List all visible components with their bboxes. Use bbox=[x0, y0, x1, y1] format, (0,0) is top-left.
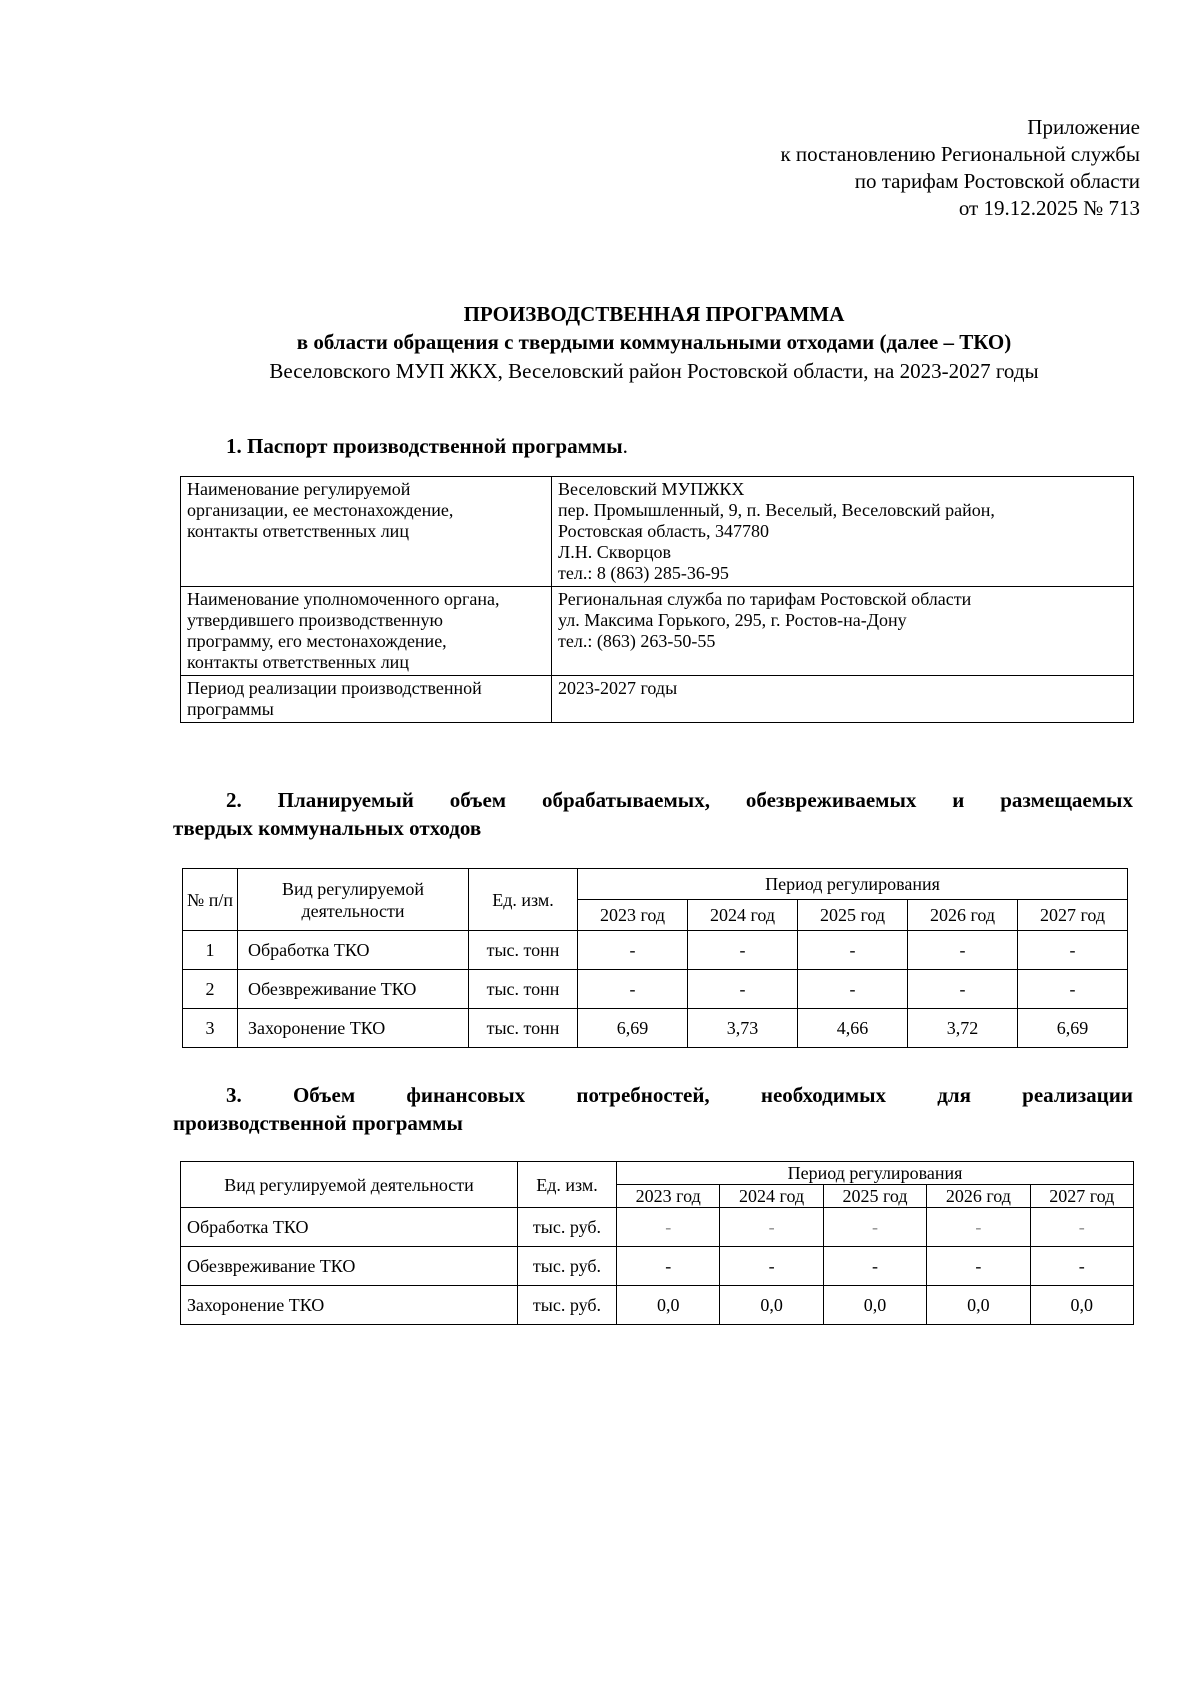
appendix-line: по тарифам Ростовской области bbox=[854, 169, 1140, 193]
cell-line: Региональная служба по тарифам Ростовской области bbox=[558, 589, 972, 609]
cell-value: - bbox=[1030, 1247, 1133, 1286]
heading-word: необходимых bbox=[760, 1083, 887, 1107]
col-header-year: 2025 год bbox=[798, 900, 908, 931]
heading-word: 3. bbox=[226, 1083, 242, 1107]
cell-line: контакты ответственных лиц bbox=[187, 652, 409, 672]
heading-word: финансовых bbox=[406, 1083, 526, 1107]
section-3-heading bbox=[173, 1081, 1133, 1137]
table-row bbox=[183, 970, 1128, 1009]
heading-word: и bbox=[952, 788, 965, 812]
heading-word: обрабатываемых, bbox=[541, 788, 710, 812]
table-row bbox=[183, 1009, 1128, 1048]
col-header-year: 2023 год bbox=[578, 900, 688, 931]
table-row bbox=[183, 931, 1128, 970]
section-1-heading-text: 1. Паспорт производственной программы bbox=[226, 434, 623, 458]
cell-line: 2023-2027 годы bbox=[558, 678, 678, 698]
col-header-year: 2026 год bbox=[927, 1185, 1030, 1208]
cell-line: контакты ответственных лиц bbox=[187, 521, 409, 541]
cell-value: 3,72 bbox=[908, 1009, 1018, 1048]
heading-word: для bbox=[937, 1083, 971, 1107]
cell-value: 0,0 bbox=[720, 1286, 823, 1325]
col-header-year: 2024 год bbox=[720, 1185, 823, 1208]
appendix-note bbox=[780, 114, 1140, 222]
heading-word: 2. bbox=[226, 788, 242, 812]
cell-line: Период реализации производственной bbox=[187, 678, 482, 698]
cell-num: 1 bbox=[183, 931, 238, 970]
cell-line: программы bbox=[187, 699, 274, 719]
cell-value: - bbox=[927, 1247, 1030, 1286]
passport-value-cell bbox=[552, 587, 1134, 676]
cell-value: - bbox=[578, 931, 688, 970]
cell-line: пер. Промышленный, 9, п. Веселый, Веселовский район, bbox=[558, 500, 995, 520]
cell-line: программу, его местонахождение, bbox=[187, 631, 447, 651]
appendix-line: от 19.12.2025 № 713 bbox=[958, 196, 1140, 220]
cell-num: 3 bbox=[183, 1009, 238, 1048]
cell-value: - bbox=[617, 1208, 720, 1247]
cell-value: - bbox=[798, 931, 908, 970]
cell-activity: Обезвреживание ТКО bbox=[238, 970, 469, 1009]
col-header-unit: Ед. изм. bbox=[469, 869, 578, 931]
title-line-2: в области обращения с твердыми коммунальными отходами (далее – ТКО) bbox=[296, 330, 1012, 354]
cell-activity: Обработка ТКО bbox=[181, 1208, 518, 1247]
cell-value: 4,66 bbox=[798, 1009, 908, 1048]
cell-num: 2 bbox=[183, 970, 238, 1009]
title-line-1: ПРОИЗВОДСТВЕННАЯ ПРОГРАММА bbox=[463, 302, 845, 326]
cell-value: - bbox=[720, 1247, 823, 1286]
col-header-year: 2023 год bbox=[617, 1185, 720, 1208]
table-row bbox=[181, 587, 1134, 676]
cell-unit: тыс. руб. bbox=[518, 1208, 617, 1247]
col-header-unit: Ед. изм. bbox=[518, 1162, 617, 1208]
heading-word: обезвреживаемых bbox=[745, 788, 917, 812]
section-2-heading bbox=[173, 786, 1133, 842]
heading-word: реализации bbox=[1022, 1083, 1133, 1107]
section-2-heading-line-1 bbox=[173, 786, 1133, 814]
cell-line: Веселовский МУПЖКХ bbox=[558, 479, 745, 499]
cell-line: Ростовская область, 347780 bbox=[558, 521, 769, 541]
passport-value-cell bbox=[552, 477, 1134, 587]
table-row bbox=[181, 1247, 1134, 1286]
passport-label-cell bbox=[181, 676, 552, 723]
cell-value: - bbox=[1018, 970, 1128, 1009]
cell-value: 0,0 bbox=[617, 1286, 720, 1325]
passport-value-cell bbox=[552, 676, 1134, 723]
cell-value: - bbox=[578, 970, 688, 1009]
cell-value: - bbox=[823, 1247, 926, 1286]
section-2-heading-line-2: твердых коммунальных отходов bbox=[173, 816, 482, 840]
cell-activity: Обработка ТКО bbox=[238, 931, 469, 970]
col-header-year: 2027 год bbox=[1018, 900, 1128, 931]
heading-word: объем bbox=[449, 788, 507, 812]
passport-label-cell bbox=[181, 477, 552, 587]
table-row bbox=[181, 1208, 1134, 1247]
section-3-heading-line-2: производственной программы bbox=[173, 1111, 463, 1135]
cell-value: - bbox=[1018, 931, 1128, 970]
appendix-line: Приложение bbox=[1027, 115, 1140, 139]
cell-unit: тыс. тонн bbox=[469, 931, 578, 970]
volume-table bbox=[182, 868, 1128, 1048]
table-header-row bbox=[183, 869, 1128, 900]
finance-table bbox=[180, 1161, 1134, 1325]
cell-line: Наименование регулируемой bbox=[187, 479, 411, 499]
cell-line: ул. Максима Горького, 295, г. Ростов-на-Дону bbox=[558, 610, 907, 630]
cell-line: организации, ее местонахождение, bbox=[187, 500, 454, 520]
appendix-line: к постановлению Региональной службы bbox=[780, 142, 1140, 166]
cell-value: 0,0 bbox=[823, 1286, 926, 1325]
cell-activity: Захоронение ТКО bbox=[181, 1286, 518, 1325]
section-1-heading-dot: . bbox=[622, 434, 628, 458]
heading-word: Планируемый bbox=[277, 788, 414, 812]
section-1-heading bbox=[226, 432, 628, 460]
title-line-3: Веселовского МУП ЖКХ, Веселовский район Ростовской области, на 2023-2027 годы bbox=[269, 359, 1039, 383]
col-header-period: Период регулирования bbox=[578, 869, 1128, 900]
heading-word: Объем bbox=[292, 1083, 356, 1107]
cell-value: 6,69 bbox=[1018, 1009, 1128, 1048]
cell-value: 3,73 bbox=[688, 1009, 798, 1048]
cell-line: тел.: 8 (863) 285-36-95 bbox=[558, 563, 729, 583]
cell-unit: тыс. тонн bbox=[469, 1009, 578, 1048]
cell-value: - bbox=[720, 1208, 823, 1247]
cell-value: - bbox=[688, 970, 798, 1009]
col-header-num: № п/п bbox=[183, 869, 238, 931]
cell-unit: тыс. тонн bbox=[469, 970, 578, 1009]
cell-value: 0,0 bbox=[927, 1286, 1030, 1325]
cell-activity: Захоронение ТКО bbox=[238, 1009, 469, 1048]
heading-word: размещаемых bbox=[1000, 788, 1133, 812]
cell-unit: тыс. руб. bbox=[518, 1247, 617, 1286]
table-row bbox=[181, 1286, 1134, 1325]
cell-value: - bbox=[617, 1247, 720, 1286]
col-header-year: 2025 год bbox=[823, 1185, 926, 1208]
cell-value: - bbox=[908, 970, 1018, 1009]
passport-label-cell bbox=[181, 587, 552, 676]
col-header-year: 2024 год bbox=[688, 900, 798, 931]
cell-value: - bbox=[927, 1208, 1030, 1247]
cell-value: - bbox=[908, 931, 1018, 970]
cell-activity: Обезвреживание ТКО bbox=[181, 1247, 518, 1286]
table-row bbox=[181, 477, 1134, 587]
section-3-heading-line-1 bbox=[173, 1081, 1133, 1109]
cell-line: утвердившего производственную bbox=[187, 610, 443, 630]
col-header-activity: Вид регулируемой деятельности bbox=[238, 869, 469, 931]
table-header-row bbox=[181, 1162, 1134, 1185]
col-header-year: 2026 год bbox=[908, 900, 1018, 931]
table-row bbox=[181, 676, 1134, 723]
col-header-activity: Вид регулируемой деятельности bbox=[181, 1162, 518, 1208]
cell-line: Наименование уполномоченного органа, bbox=[187, 589, 500, 609]
cell-value: - bbox=[798, 970, 908, 1009]
col-header-period: Период регулирования bbox=[617, 1162, 1134, 1185]
cell-unit: тыс. руб. bbox=[518, 1286, 617, 1325]
passport-table bbox=[180, 476, 1134, 723]
col-header-year: 2027 год bbox=[1030, 1185, 1133, 1208]
cell-value: - bbox=[688, 931, 798, 970]
document-title bbox=[150, 300, 1158, 386]
cell-value: 6,69 bbox=[578, 1009, 688, 1048]
cell-line: Л.Н. Скворцов bbox=[558, 542, 671, 562]
cell-value: - bbox=[1030, 1208, 1133, 1247]
cell-line: тел.: (863) 263-50-55 bbox=[558, 631, 716, 651]
cell-value: 0,0 bbox=[1030, 1286, 1133, 1325]
heading-word: потребностей, bbox=[576, 1083, 710, 1107]
cell-value: - bbox=[823, 1208, 926, 1247]
